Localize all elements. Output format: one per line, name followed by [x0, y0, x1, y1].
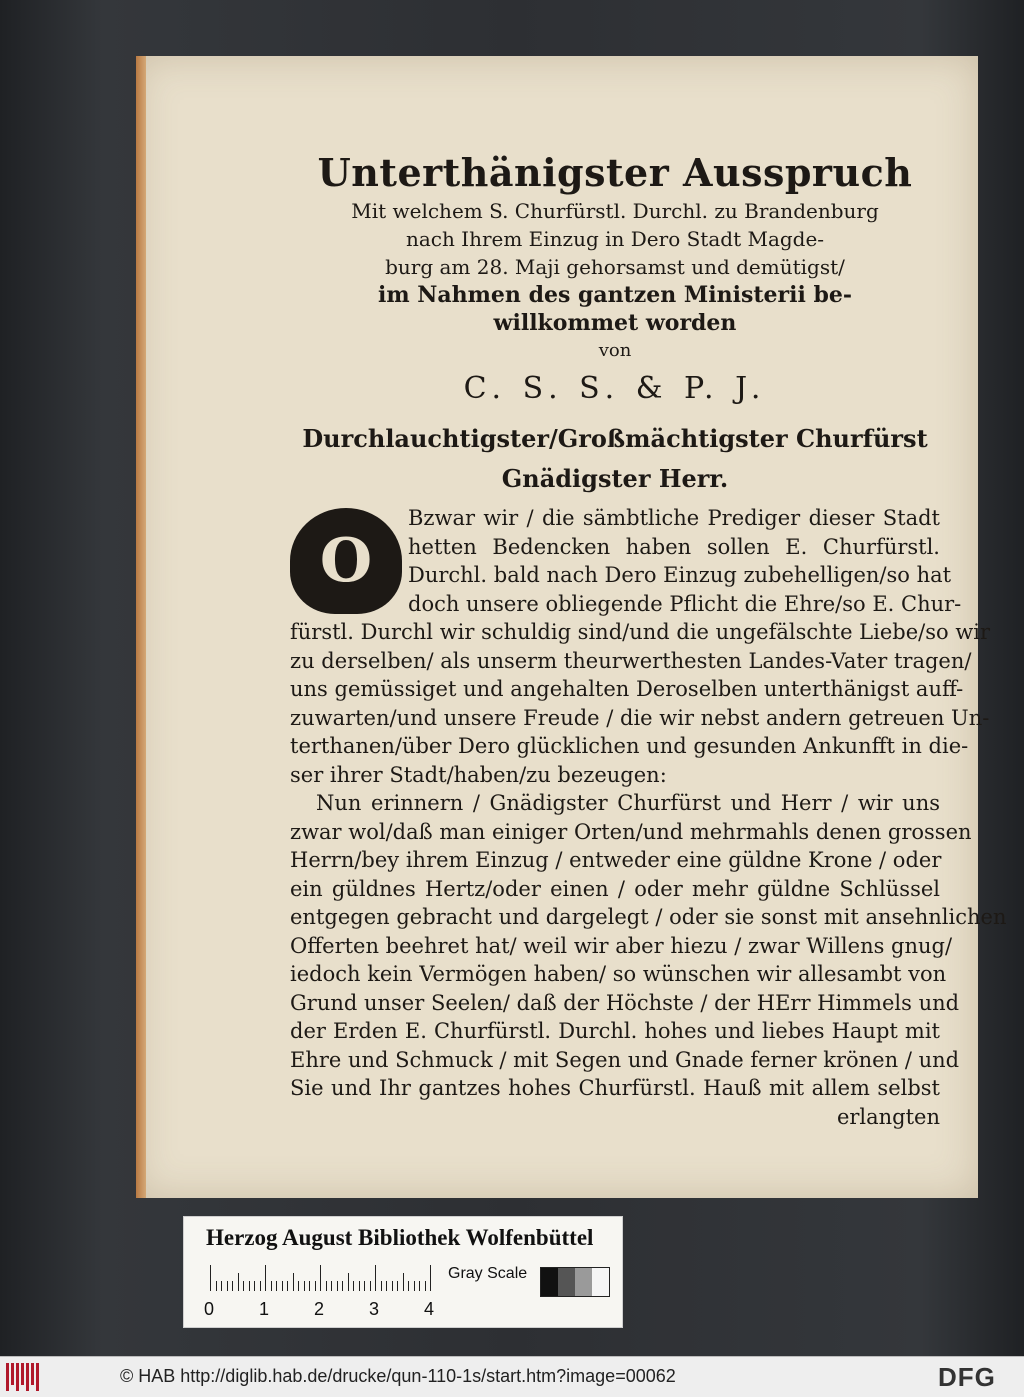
body-line: zuwarten/und unsere Freude / die wir nebst andern getreuen Un-	[290, 705, 990, 730]
ruler-tick	[331, 1281, 332, 1291]
gray-scale-label: Gray Scale	[448, 1265, 528, 1282]
ruler-tick	[309, 1281, 310, 1291]
drop-cap-letter: O	[319, 526, 373, 596]
catchword: erlangten	[836, 1104, 940, 1129]
ruler-tick	[408, 1281, 409, 1291]
gray-swatch	[541, 1268, 558, 1296]
ruler-tick	[254, 1281, 255, 1291]
ruler-tick	[293, 1273, 294, 1291]
ruler-tick	[216, 1281, 217, 1291]
salutation-line-2: Gnädigster Herr.	[501, 464, 729, 493]
body-line: hetten Bedencken haben sollen E. Churfürstl.	[408, 534, 940, 559]
ruler-tick	[232, 1281, 233, 1291]
gray-scale-swatches	[540, 1267, 610, 1297]
ruler-tick	[315, 1281, 316, 1291]
ruler-tick	[249, 1281, 250, 1291]
ruler-tick	[282, 1281, 283, 1291]
gray-swatch	[592, 1268, 609, 1296]
body-line: Bzwar wir / die sämbtliche Prediger dieser Stadt	[408, 506, 940, 530]
subtitle-line-1: Mit welchem S. Churfürstl. Durchl. zu Brandenburg	[351, 199, 879, 223]
ruler-tick	[386, 1281, 387, 1291]
body-line: fürstl. Durchl wir schuldig sind/und die ungefälschte Liebe/so wir	[290, 620, 991, 644]
ruler-tick	[265, 1265, 266, 1291]
page-edge	[136, 56, 146, 1198]
body-line: entgegen gebracht und dargelegt / oder sie sonst mit ansehnlichen	[290, 905, 1007, 929]
logo-bar	[26, 1363, 29, 1391]
scale-number: 2	[314, 1299, 325, 1319]
ruler-tick	[381, 1281, 382, 1291]
ruler-tick	[304, 1281, 305, 1291]
body-line: der Erden E. Churfürstl. Durchl. hohes und liebes Haupt mit	[290, 1019, 940, 1043]
hab-logo-icon	[6, 1363, 44, 1391]
ruler-tick	[419, 1281, 420, 1291]
author-initials: C. S. S. & P. J.	[463, 371, 767, 406]
logo-bar	[16, 1363, 19, 1391]
body-line: terthanen/über Dero glücklichen und gesunden Ankunfft in die-	[290, 734, 969, 758]
page-text	[290, 150, 1007, 1131]
body-line: Ehre und Schmuck / mit Segen und Gnade ferner krönen / und	[290, 1047, 960, 1072]
salutation-line-1: Durchlauchtigster/Großmächtigster Churfürst	[302, 424, 928, 453]
ruler-tick	[392, 1281, 393, 1291]
ruler-tick	[238, 1273, 239, 1291]
footer-bar	[0, 1356, 1024, 1397]
library-name: Herzog August Bibliothek Wolfenbüttel	[206, 1225, 594, 1250]
ruler-tick	[348, 1273, 349, 1291]
ruler-tick	[397, 1281, 398, 1291]
ruler-tick	[342, 1281, 343, 1291]
ruler-tick	[375, 1265, 376, 1291]
ruler-tick	[337, 1281, 338, 1291]
logo-bar	[6, 1363, 9, 1391]
body-line: Offerten beehret hat/ weil wir aber hiezu / zwar Willens gnug/	[290, 933, 953, 958]
body-line: ser ihrer Stadt/haben/zu bezeugen:	[290, 762, 667, 787]
ruler-tick	[353, 1281, 354, 1291]
ruler-tick	[326, 1281, 327, 1291]
color-target-label	[183, 1216, 623, 1328]
body-line: ein güldnes Hertz/oder einen / oder mehr güldne Schlüssel	[290, 876, 940, 901]
ruler-tick	[287, 1281, 288, 1291]
body-line: zu derselben/ als unserm theurwerthesten Landes-Vater tragen/	[290, 648, 972, 673]
dfg-logo: DFG	[938, 1362, 996, 1392]
copyright-link[interactable]: © HAB http://diglib.hab.de/drucke/qun-110-1s/start.htm?image=00062	[120, 1366, 676, 1386]
ruler-tick	[221, 1281, 222, 1291]
ruler-tick	[227, 1281, 228, 1291]
ruler-tick	[320, 1265, 321, 1291]
body-line: Sie und Ihr gantzes hohes Churfürstl. Hauß mit allem selbst	[290, 1076, 940, 1100]
body-line: Grund unser Seelen/ daß der Höchste / der HErr Himmels und	[290, 990, 960, 1015]
ruler-tick	[298, 1281, 299, 1291]
scale-number: 0	[204, 1299, 215, 1319]
logo-bar	[31, 1363, 34, 1385]
ruler-tick	[260, 1281, 261, 1291]
document-title: Unterthänigster Ausspruch	[317, 150, 913, 195]
body-line: zwar wol/daß man einiger Orten/und mehrmahls denen grossen	[290, 819, 972, 844]
ministry-line-2: willkommet worden	[493, 310, 737, 336]
ruler-tick	[210, 1265, 211, 1291]
gray-swatch	[558, 1268, 575, 1296]
ruler-tick	[271, 1281, 272, 1291]
scale-ruler	[210, 1265, 430, 1291]
ruler-tick	[364, 1281, 365, 1291]
scale-number: 3	[369, 1299, 380, 1319]
gray-swatch	[575, 1268, 592, 1296]
subtitle-line-2: nach Ihrem Einzug in Dero Stadt Magde-	[405, 227, 825, 251]
logo-bar	[11, 1363, 14, 1385]
scale-number: 1	[259, 1299, 270, 1319]
ruler-tick	[425, 1281, 426, 1291]
ruler-tick	[243, 1281, 244, 1291]
scale-number: 4	[424, 1299, 435, 1319]
ruler-tick	[370, 1281, 371, 1291]
ministry-line-1: im Nahmen des gantzen Ministerii be-	[377, 282, 853, 308]
ornamental-initial	[290, 508, 402, 614]
body-line: doch unsere obliegende Pflicht die Ehre/so E. Chur-	[408, 591, 962, 616]
body-line: iedoch kein Vermögen haben/ so wünschen wir allesambt von	[290, 962, 947, 986]
body-line: Nun erinnern / Gnädigster Churfürst und Herr / wir uns	[316, 791, 940, 815]
logo-bar	[21, 1363, 24, 1385]
body-line: Durchl. bald nach Dero Einzug zubehelligen/so hat	[408, 563, 952, 587]
ruler-tick	[430, 1265, 431, 1291]
body-text	[290, 504, 1007, 1131]
ruler-tick	[403, 1273, 404, 1291]
ruler-tick	[414, 1281, 415, 1291]
logo-bar	[36, 1363, 39, 1391]
ruler-tick	[276, 1281, 277, 1291]
ruler-tick	[359, 1281, 360, 1291]
subtitle-line-3: burg am 28. Maji gehorsamst und demütigst/	[385, 255, 845, 279]
body-line: Herrn/bey ihrem Einzug / entweder eine güldne Krone / oder	[290, 848, 942, 872]
body-line: uns gemüssiget und angehalten Deroselben unterthänigst auff-	[290, 677, 964, 701]
von-line: von	[598, 340, 632, 361]
